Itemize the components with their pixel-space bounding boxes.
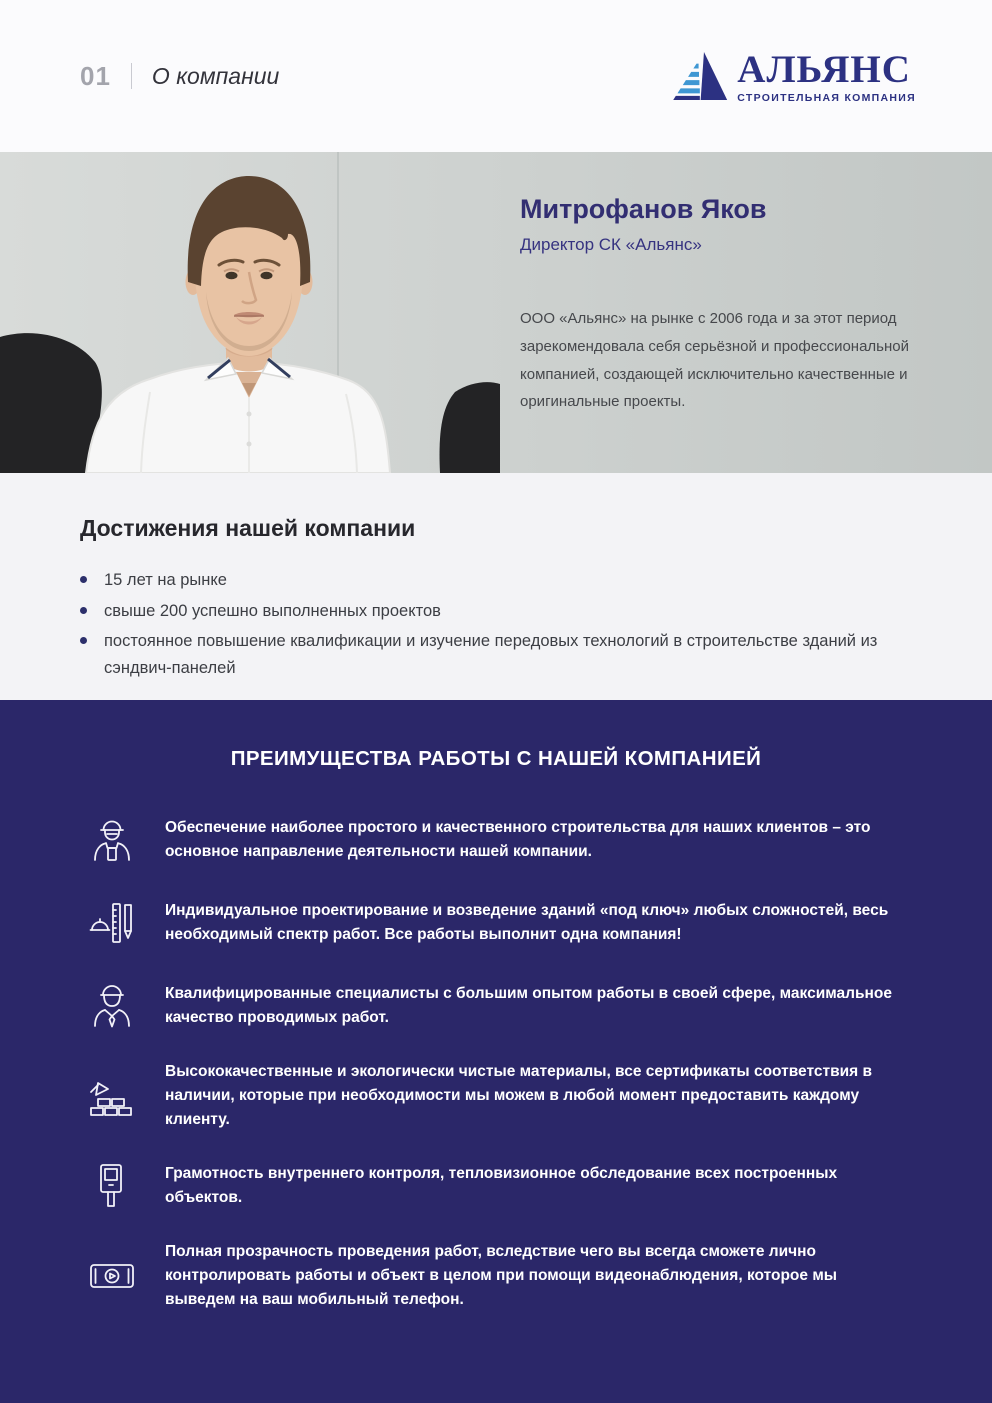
bullet-dot [80, 576, 87, 583]
list-item [80, 598, 912, 625]
advantage-text: Полная прозрачность проведения работ, вследствие чего вы всегда сможете лично контролировать работы и объект в целом при помощи видеонаблюдения, которое мы выведем на ваш мобильный телефон. [165, 1243, 838, 1309]
logo-text [737, 47, 916, 104]
advantage-text: Индивидуальное проектирование и возведение зданий «под ключ» любых сложностей, весь необходимый спектр работ. Все работы выполнит одна компания! [165, 901, 889, 943]
hero-text [520, 194, 934, 416]
logo-tagline: СТРОИТЕЛЬНАЯ КОМПАНИЯ [737, 92, 916, 104]
company-description: ООО «Альянс» на рынке с 2006 года и за этот период зарекомендовала себя серьёзной и профессиональной компанией, создающей исключительно качественные и оригинальные проекты. [520, 310, 909, 411]
achievements-section [0, 473, 992, 700]
thermal-camera-icon [86, 1157, 138, 1215]
advantage-text: Высококачественные и экологически чистые материалы, все сертификаты соответствия в наличии, которые при необходимости мы можем в любой момент предоставить каждому клиенту. [165, 1063, 873, 1129]
advantage-row [86, 977, 906, 1035]
page-number: 01 [80, 60, 111, 91]
pyramid-logo-icon [670, 48, 728, 104]
achievement-text: свыше 200 успешно выполненных проектов [104, 601, 441, 620]
advantage-row [86, 811, 906, 869]
advantage-row [86, 1157, 906, 1215]
achievement-text: постоянное повышение квалификации и изучение передовых технологий в строительстве зданий из сэндвич-панелей [104, 632, 878, 678]
design-tools-icon [86, 894, 138, 952]
worker-mask-icon [86, 811, 138, 869]
hero-section [0, 152, 992, 473]
bullet-dot [80, 607, 87, 614]
section-title: О компании [151, 62, 280, 89]
director-position: Директор СК «Альянс» [520, 235, 702, 254]
page-header [0, 0, 992, 152]
director-name: Митрофанов Яков [520, 194, 767, 224]
advantages-section [0, 700, 992, 1403]
phone-video-icon [86, 1247, 138, 1305]
company-logo [670, 48, 916, 104]
achievement-text: 15 лет на рынке [104, 571, 227, 589]
bullet-dot [80, 637, 87, 644]
advantage-row [86, 1240, 906, 1312]
list-item [80, 628, 912, 681]
achievements-title: Достижения нашей компании [80, 515, 416, 541]
breadcrumb [80, 61, 279, 92]
advantage-text: Грамотность внутреннего контроля, тепловизионное обследование всех построенных объектов. [165, 1165, 838, 1207]
advantage-text: Обеспечение наиболее простого и качественного строительства для наших клиентов – это основное направление деятельности нашей компании. [165, 818, 871, 860]
achievements-list [80, 567, 912, 682]
logo-name: АЛЬЯНС [737, 47, 911, 91]
advantage-text: Квалифицированные специалисты с большим опытом работы в своей сфере, максимальное качество проводимых работ. [165, 984, 892, 1026]
bricks-trowel-icon [86, 1067, 138, 1125]
director-photo [0, 152, 500, 473]
advantage-row [86, 1060, 906, 1132]
advantages-title: ПРЕИМУЩЕСТВА РАБОТЫ С НАШЕЙ КОМПАНИЕЙ [230, 747, 762, 770]
header-divider [131, 63, 132, 89]
specialist-icon [86, 977, 138, 1035]
list-item [80, 567, 912, 594]
advantage-row [86, 894, 906, 952]
